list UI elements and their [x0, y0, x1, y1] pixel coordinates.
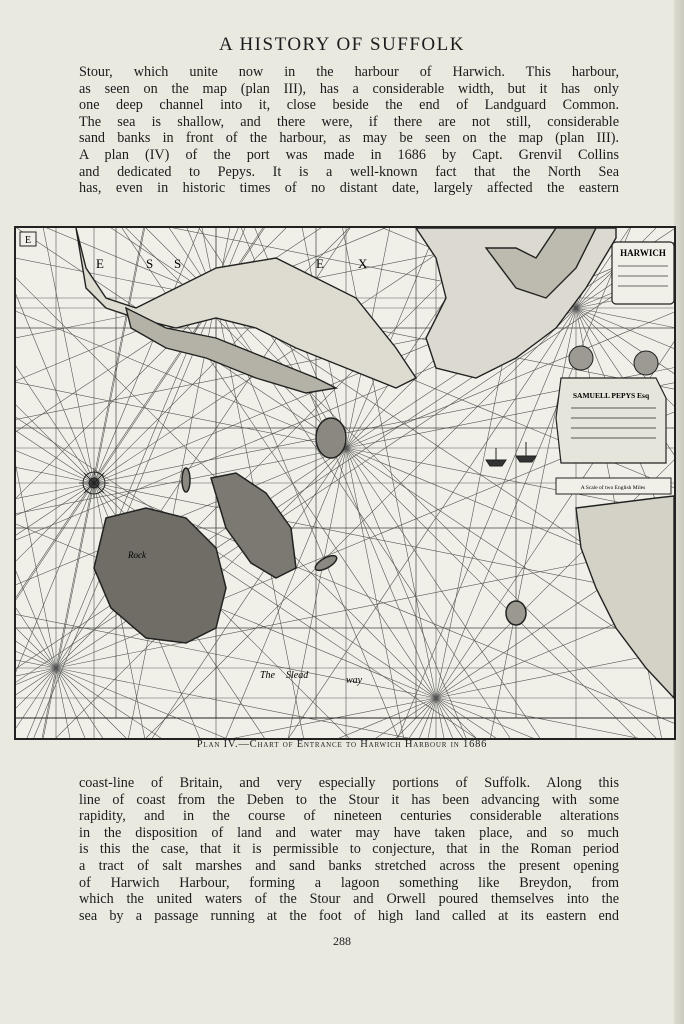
region-letter: S: [146, 256, 154, 271]
text-line: line of coast from the Deben to the Stour it has been advancing with some: [79, 791, 619, 808]
title-cartouche: [612, 242, 674, 304]
text-line: The sea is shallow, and there were, if there are not still, considerable: [79, 113, 619, 130]
rhumb-line: [16, 483, 94, 738]
rhumb-line: [16, 483, 94, 738]
rhumb-line: [16, 483, 94, 738]
text-line: rapidity, and in the course of nineteen centuries considerable alterations: [79, 808, 619, 825]
cartouche-title: HARWICH: [620, 248, 666, 258]
text-line: coast-line of Britain, and very especially portions of Suffolk. Along this: [79, 775, 619, 791]
rhumb-line: [16, 483, 94, 738]
corner-letter: E: [24, 235, 32, 246]
channel-label: Slead: [286, 670, 309, 681]
text-line: A plan (IV) of the port was made in 1686 by Capt. Grenvil Collins: [79, 146, 619, 163]
text-line: Stour, which unite now in the harbour of Harwich. This harbour,: [79, 64, 619, 80]
region-letter: X: [358, 256, 368, 271]
channel-label: The: [260, 670, 275, 681]
paragraph-bottom: [79, 775, 619, 924]
bank-label: Rock: [128, 550, 146, 560]
text-line: has, even in historic times of no distant date, largely affected the eastern: [79, 180, 619, 197]
chart-engraving: [16, 228, 674, 738]
text-line: sand banks in front of the harbour, as may be seen on the map (plan III).: [79, 130, 619, 147]
region-letter: S: [174, 256, 182, 271]
dedication-name: SAMUELL PEPYS Esq: [572, 391, 650, 400]
scale-label: A Scale of two English Miles: [580, 485, 646, 491]
text-line: a tract of salt marshes and sand banks stretched across the present opening: [79, 857, 619, 874]
text-line: which the united waters of the Stour and Orwell poured themselves into the: [79, 891, 619, 908]
ship-icons: [486, 442, 536, 466]
running-head: A HISTORY OF SUFFOLK: [219, 34, 465, 55]
channel-label: way: [346, 675, 363, 686]
rhumb-line: [16, 483, 94, 738]
text-line: sea by a passage running at the foot of high land called at its eastern end: [79, 907, 619, 924]
text-line: and dedicated to Pepys. It is a well-known fact that the North Sea: [79, 163, 619, 180]
text-line: one deep channel into it, close beside the end of Landguard Common.: [79, 97, 619, 114]
rhumb-line: [16, 483, 94, 738]
region-letter: E: [316, 256, 324, 271]
paragraph-top: [79, 64, 619, 197]
rhumb-line: [16, 492, 56, 668]
page-number: 288: [333, 934, 351, 948]
text-line: of Harwich Harbour, forming a lagoon something like Breydon, from: [79, 874, 619, 891]
text-line: is this the case, that it is permissible to conjecture, that in the Roman period: [79, 841, 619, 858]
dedication-cartouche: [556, 346, 671, 494]
harbour-chart: [14, 226, 676, 740]
region-letter: E: [96, 256, 104, 271]
text-line: as seen on the map (plan III), has a considerable width, but it has only: [79, 80, 619, 97]
sand-banks: [94, 418, 526, 643]
text-line: in the disposition of land and water may have taken place, and so much: [79, 824, 619, 841]
figure-caption: Plan IV.—Chart of Entrance to Harwich Harbour in 1686: [196, 739, 488, 750]
